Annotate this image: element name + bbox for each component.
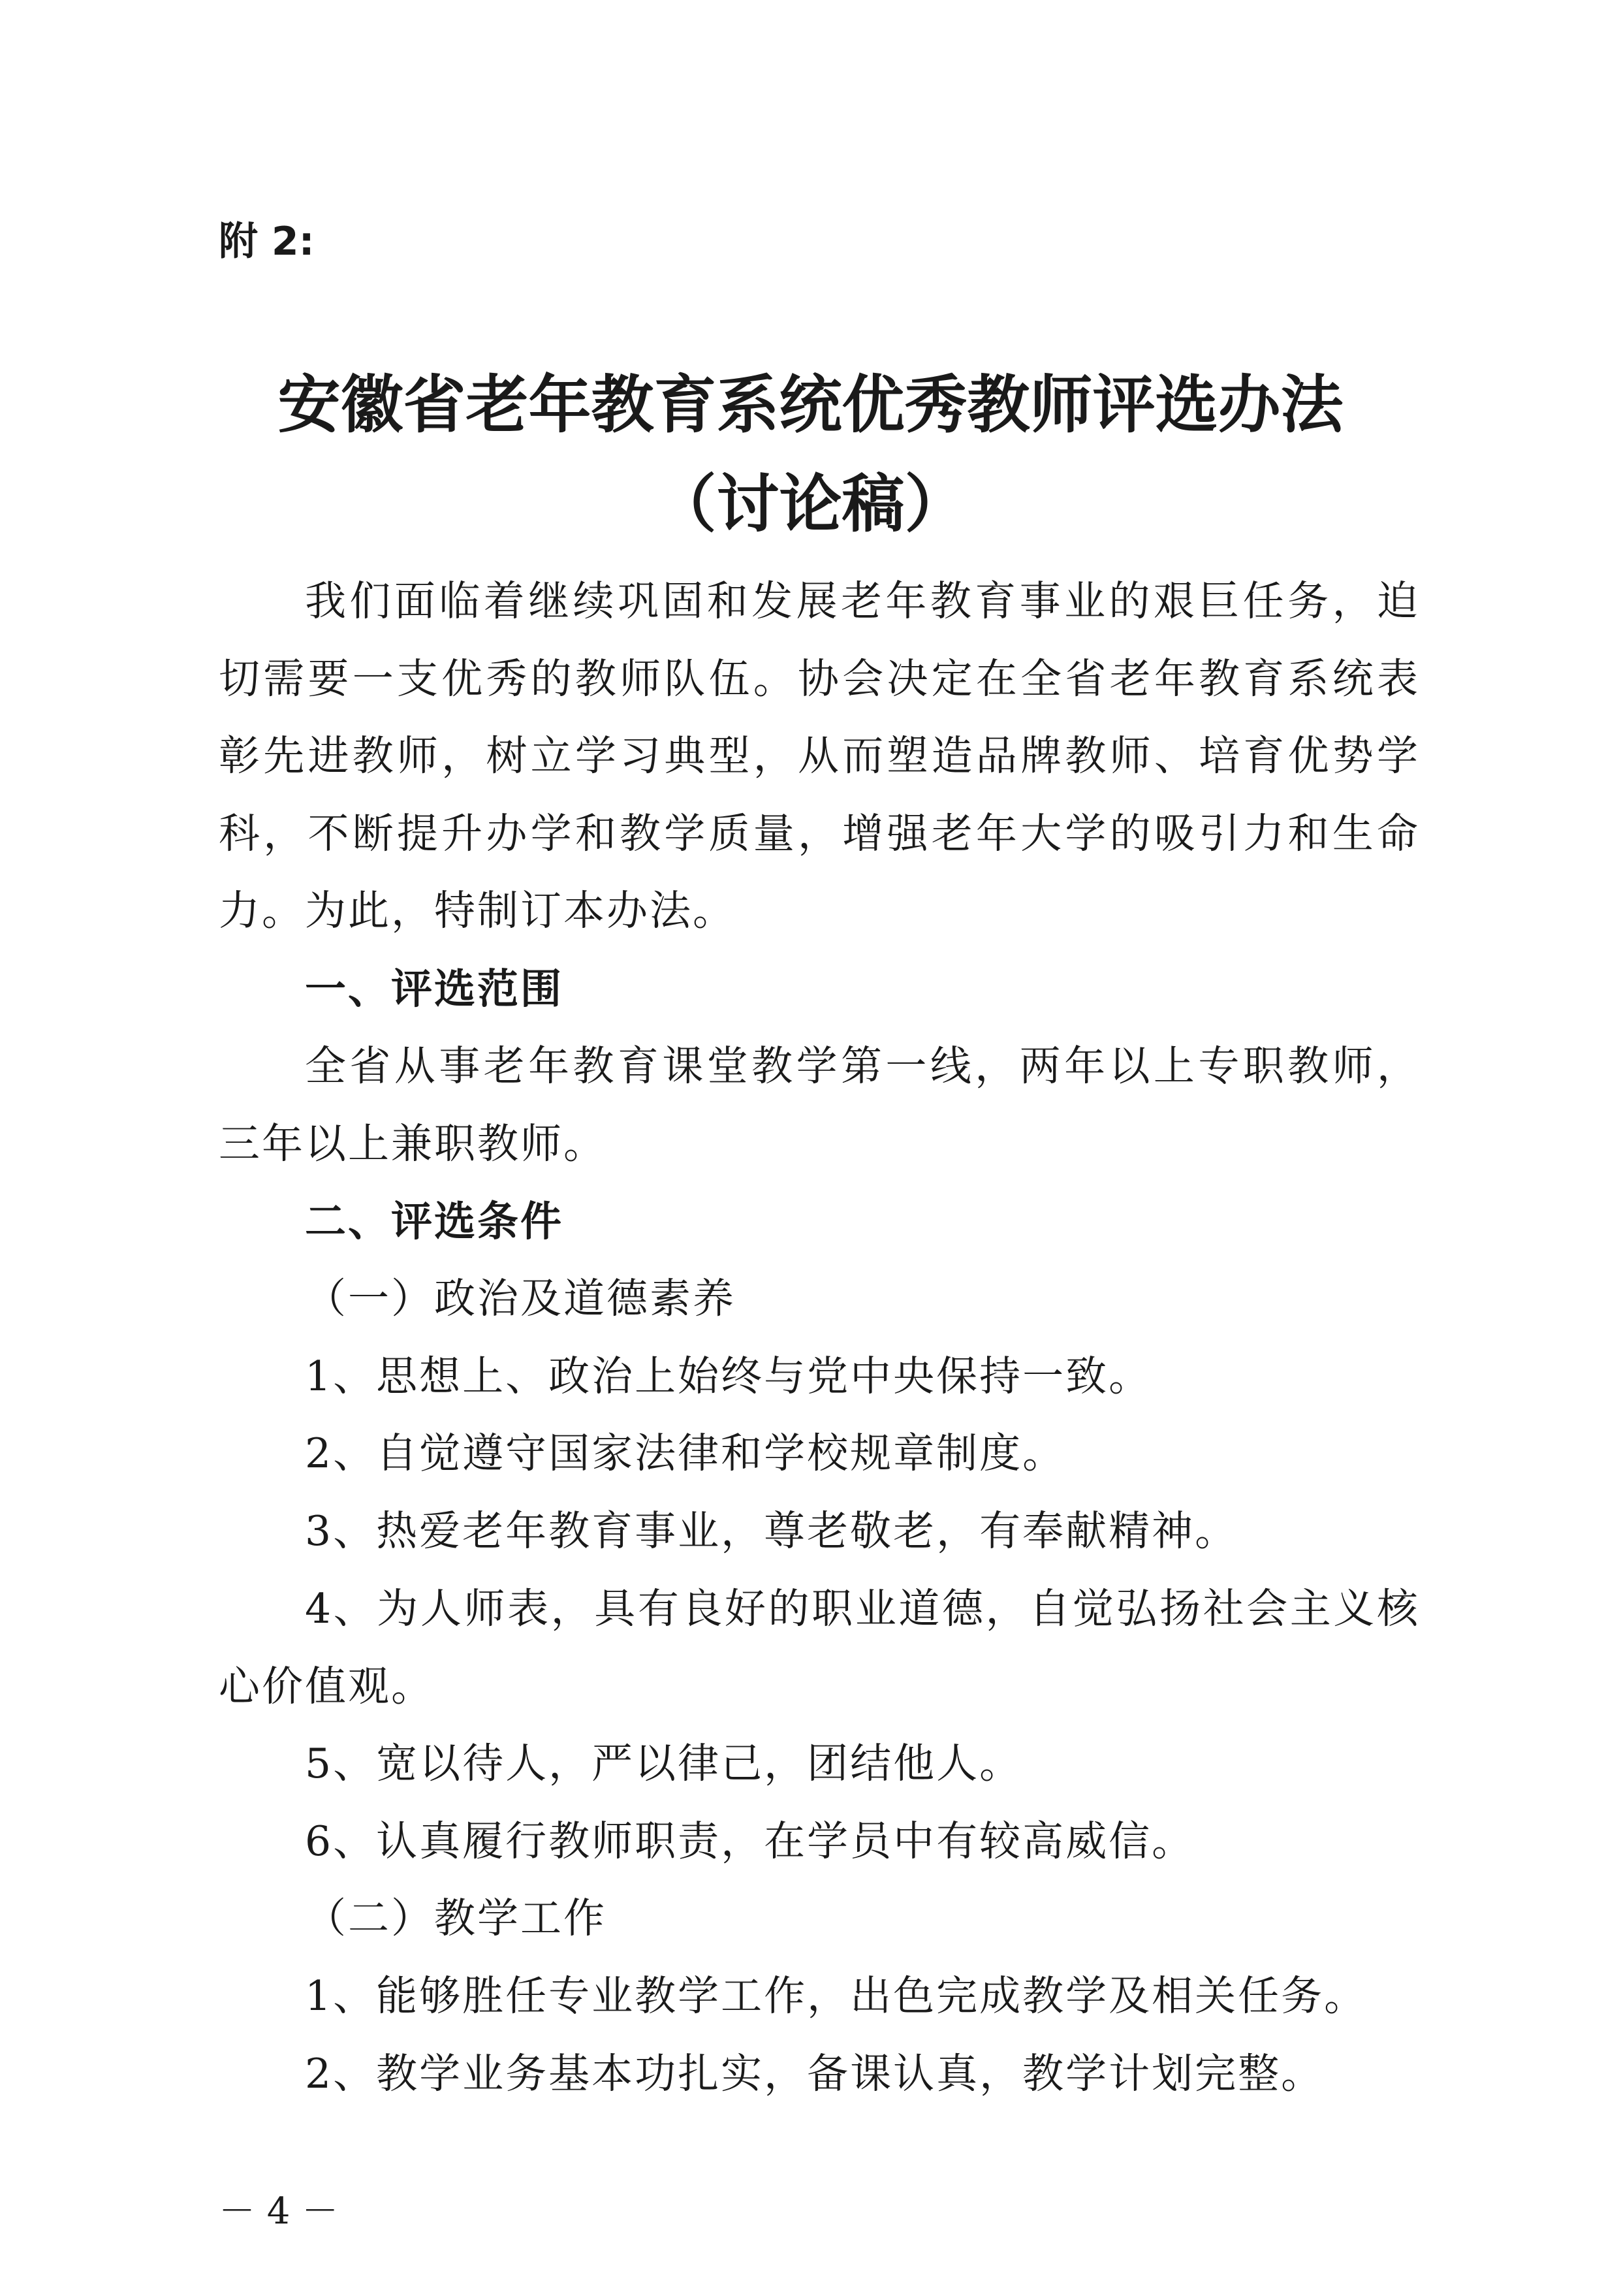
list-item: 2、教学业务基本功扎实，备课认真，教学计划完整。 <box>305 2050 1325 2097</box>
scope-paragraph: 全省从事老年教育课堂教学第一线，两年以上专职教师，三年以上兼职教师。 <box>219 1042 1420 1168</box>
document-subtitle: （讨论稿） <box>653 467 968 541</box>
document-title: 安徽省老年教育系统优秀教师评选办法 <box>277 368 1344 441</box>
list-item: 5、宽以待人，严以律己，团结他人。 <box>305 1740 1023 1787</box>
section-heading-criteria: 二、评选条件 <box>305 1198 563 1245</box>
intro-paragraph: 我们面临着继续巩固和发展老年教育事业的艰巨任务，迫切需要一支优秀的教师队伍。协会决定在全省老年教育系统表彰先进教师，树立学习典型，从而塑造品牌教师、培育优势学科，不断提升办学和教学质量，增强老年大学的吸引力和生命力。为此，特制订本办法。 <box>219 577 1420 935</box>
list-item: 4、为人师表，具有良好的职业道德，自觉弘扬社会主义核心价值观。 <box>219 1585 1420 1710</box>
list-item: 2、自觉遵守国家法律和学校规章制度。 <box>305 1429 1066 1477</box>
list-item: 1、思想上、政治上始终与党中央保持一致。 <box>305 1352 1152 1400</box>
list-item: 1、能够胜任专业教学工作，出色完成教学及相关任务。 <box>305 1972 1368 2020</box>
subsection-heading-teaching: （二）教学工作 <box>305 1894 606 1942</box>
section-heading-scope: 一、评选范围 <box>305 965 563 1013</box>
attachment-label: 附 2: <box>219 219 315 264</box>
subsection-heading-ethics: （一）政治及道德素养 <box>305 1275 736 1322</box>
list-item: 6、认真履行教师职责，在学员中有较高威信。 <box>305 1817 1195 1865</box>
list-item: 3、热爱老年教育事业，尊老敬老，有奉献精神。 <box>305 1507 1238 1555</box>
page-number: － 4 － <box>219 2190 339 2233</box>
